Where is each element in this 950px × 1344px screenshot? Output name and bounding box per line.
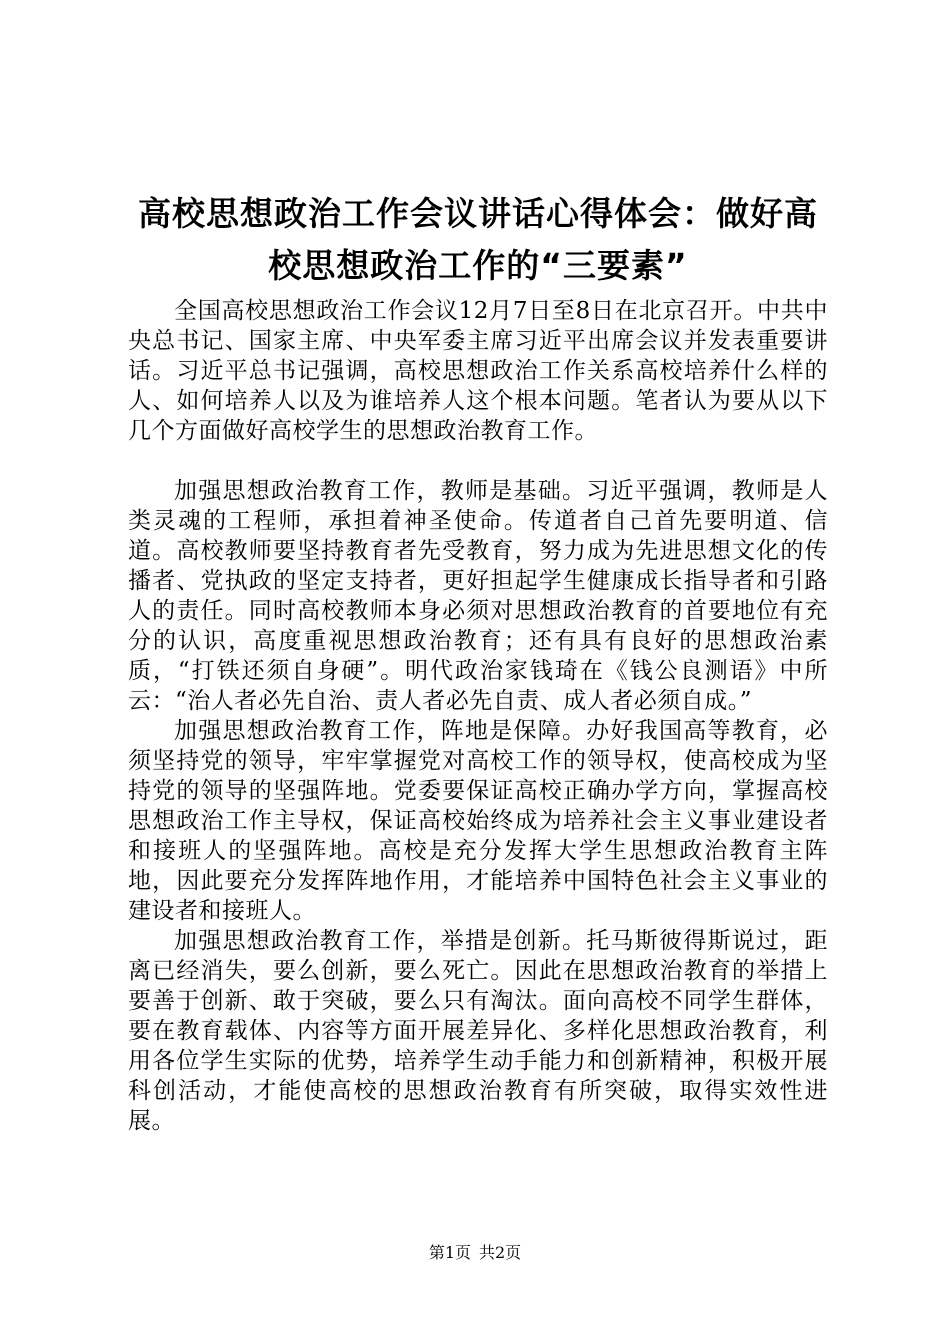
paragraph-intro: 全国高校思想政治工作会议12月7日至8日在北京召开。中共中央总书记、国家主席、中央军委主席习近平出席会议并发表重要讲话。习近平总书记强调，高校思想政治工作关系高校培养什么样的人、如何培养人以及为谁培养人这个根本问题。笔者认为要从以下几个方面做好高校学生的思想政治教育工作。 — [128, 298, 828, 444]
page-footer — [0, 1243, 950, 1263]
page-number: 第1页 — [428, 1243, 471, 1262]
page-total: 共2页 — [479, 1243, 522, 1262]
paragraph-position: 加强思想政治教育工作，阵地是保障。办好我国高等教育，必须坚持党的领导，牢牢掌握党对高校工作的领导权，使高校成为坚持党的领导的坚强阵地。党委要保证高校正确办学方向，掌握高校思想政治工作主导权，保证高校始终成为培养社会主义事业建设者和接班人的坚强阵地。高校是充分发挥大学生思想政治教育主阵地，因此要充分发挥阵地作用，才能培养中国特色社会主义事业的建设者和接班人。 — [128, 718, 828, 924]
document-body — [128, 296, 828, 1136]
title-line-2: 校思想政治工作的“三要素” — [268, 246, 688, 285]
title-line-1: 高校思想政治工作会议讲话心得体会：做好高 — [138, 194, 818, 233]
paragraph-teachers: 加强思想政治教育工作，教师是基础。习近平强调，教师是人类灵魂的工程师，承担着神圣使命。传道者自己首先要明道、信道。高校教师要坚持教育者先受教育，努力成为先进思想文化的传播者、党执政的坚定支持者，更好担起学生健康成长指导者和引路人的责任。同时高校教师本身必须对思想政治教育的首要地位有充分的认识，高度重视思想政治教育；还有具有良好的思想政治素质，“打铁还须自身硬”。明代政治家钱琦在《钱公良测语》中所云：“治人者必先自治、责人者必先自责、成人者必须自成。” — [128, 478, 828, 714]
paragraph-innovation: 加强思想政治教育工作，举措是创新。托马斯彼得斯说过，距离已经消失，要么创新，要么死亡。因此在思想政治教育的举措上要善于创新、敢于突破，要么只有淘汰。面向高校不同学生群体，要在教育载体、内容等方面开展差异化、多样化思想政治教育，利用各位学生实际的优势，培养学生动手能力和创新精神，积极开展科创活动，才能使高校的思想政治教育有所突破，取得实效性进展。 — [128, 928, 828, 1134]
document-title — [128, 188, 828, 292]
